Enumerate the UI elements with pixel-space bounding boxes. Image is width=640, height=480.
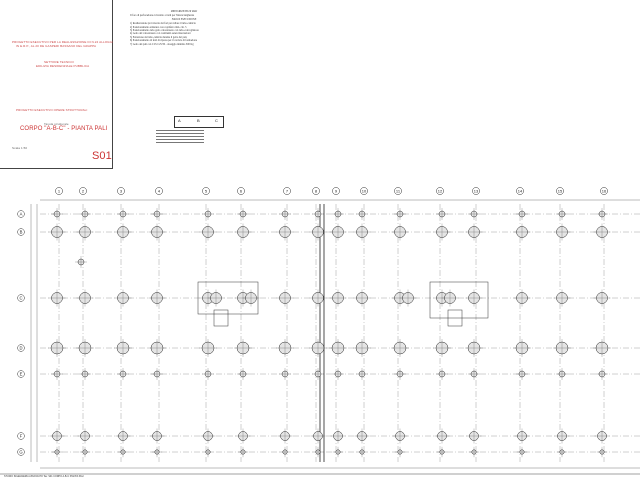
sheet-code: S01 bbox=[92, 150, 112, 162]
grid-col-label: 4 bbox=[157, 188, 161, 194]
note-line: 6) Posizionamento di ferri di ripresa per il cordolo di fondazione bbox=[130, 39, 197, 43]
note-line: 5) Estrazione del tubo-camicia durante il getto del palo bbox=[130, 35, 188, 39]
grid-row-label: C bbox=[19, 295, 23, 301]
section-sub: EDILIZIA RESIDENZIALE PUBBLICA bbox=[36, 64, 90, 68]
notes-heading: PRESCRIZIONI DI PALI bbox=[170, 10, 198, 13]
note-line: 2) Posizionamento armatura con copriferro min. cm. 5 bbox=[130, 25, 187, 29]
notes-subheading: FASI DI ESECUZIONE bbox=[171, 17, 197, 21]
section-name: SETTORE TECNICO bbox=[44, 60, 74, 64]
note-line: 1) Realizzazione provvisoria dei fori per rullare il tubo-camicia bbox=[130, 22, 196, 26]
drawing-title: CORPO "A-B-C" - PIANTA PALI bbox=[20, 126, 108, 132]
grid-col-label: 9 bbox=[334, 188, 338, 194]
scale-label: Scala 1:50 bbox=[12, 146, 28, 150]
grid-col-label: 3 bbox=[119, 188, 123, 194]
grid-row-label: E bbox=[19, 371, 23, 377]
footer-strip bbox=[0, 474, 640, 480]
grid-col-label: 10 bbox=[361, 188, 367, 194]
grid-col-label: 2 bbox=[81, 188, 85, 194]
legend-label-b: B bbox=[197, 118, 200, 123]
drawing-subtitle: Tavola strutturale bbox=[44, 122, 69, 126]
grid-row-label: D bbox=[19, 345, 23, 351]
grid-row-label: A bbox=[19, 211, 23, 217]
grid-col-label: 15 bbox=[557, 188, 563, 194]
footer-text: STUDIO INGEGNERIA ASSOCIATO Tav. S01 CORPO A-B-C PIANTA PALI bbox=[4, 475, 84, 478]
grid-col-label: 6 bbox=[239, 188, 243, 194]
project-line-2: IN E.R.P., AL 20 DE GASPERI BASSANO DEL GRAPPA bbox=[16, 44, 97, 48]
grid-col-label: 11 bbox=[395, 188, 401, 194]
note-line: 7) Getto dei pali con CLS C25/30 - dosaggio minimo 300 Kg bbox=[130, 42, 194, 46]
grid-col-label: 13 bbox=[473, 188, 479, 194]
grid-col-label: 5 bbox=[204, 188, 208, 194]
note-line: 3) Posizionamento tubo getto calcestruzzo con tubo-convogliatore bbox=[130, 29, 199, 33]
grid-col-label: 7 bbox=[285, 188, 289, 194]
grid-row-label: G bbox=[19, 449, 23, 455]
legend-label-c: C bbox=[215, 118, 218, 123]
grid-col-label: 12 bbox=[437, 188, 443, 194]
note-line: 4) Getto del calcestruzzo con continuità senza interruzioni bbox=[130, 32, 191, 36]
grid-row-label: F bbox=[19, 433, 23, 439]
grid-col-label: 14 bbox=[517, 188, 523, 194]
note-line: Il foro di perforazione è rivestito a tratti per l'intera lunghezza bbox=[130, 14, 195, 18]
pile-cap-outline bbox=[214, 310, 228, 326]
legend-label-a: A bbox=[178, 118, 181, 123]
grid-col-label: 1 bbox=[57, 188, 61, 194]
grid-row-label: B bbox=[19, 229, 23, 235]
grid-col-label: 16 bbox=[601, 188, 607, 194]
project-line-1: PROGETTO ESECUTIVO PER LA REALIZZAZIONE DI N.24 ALLOGGI bbox=[12, 40, 113, 44]
grid-col-label: 8 bbox=[314, 188, 318, 194]
phase-label: PROGETTO ESECUTIVO OPERE STRUTTURALI bbox=[16, 108, 88, 112]
